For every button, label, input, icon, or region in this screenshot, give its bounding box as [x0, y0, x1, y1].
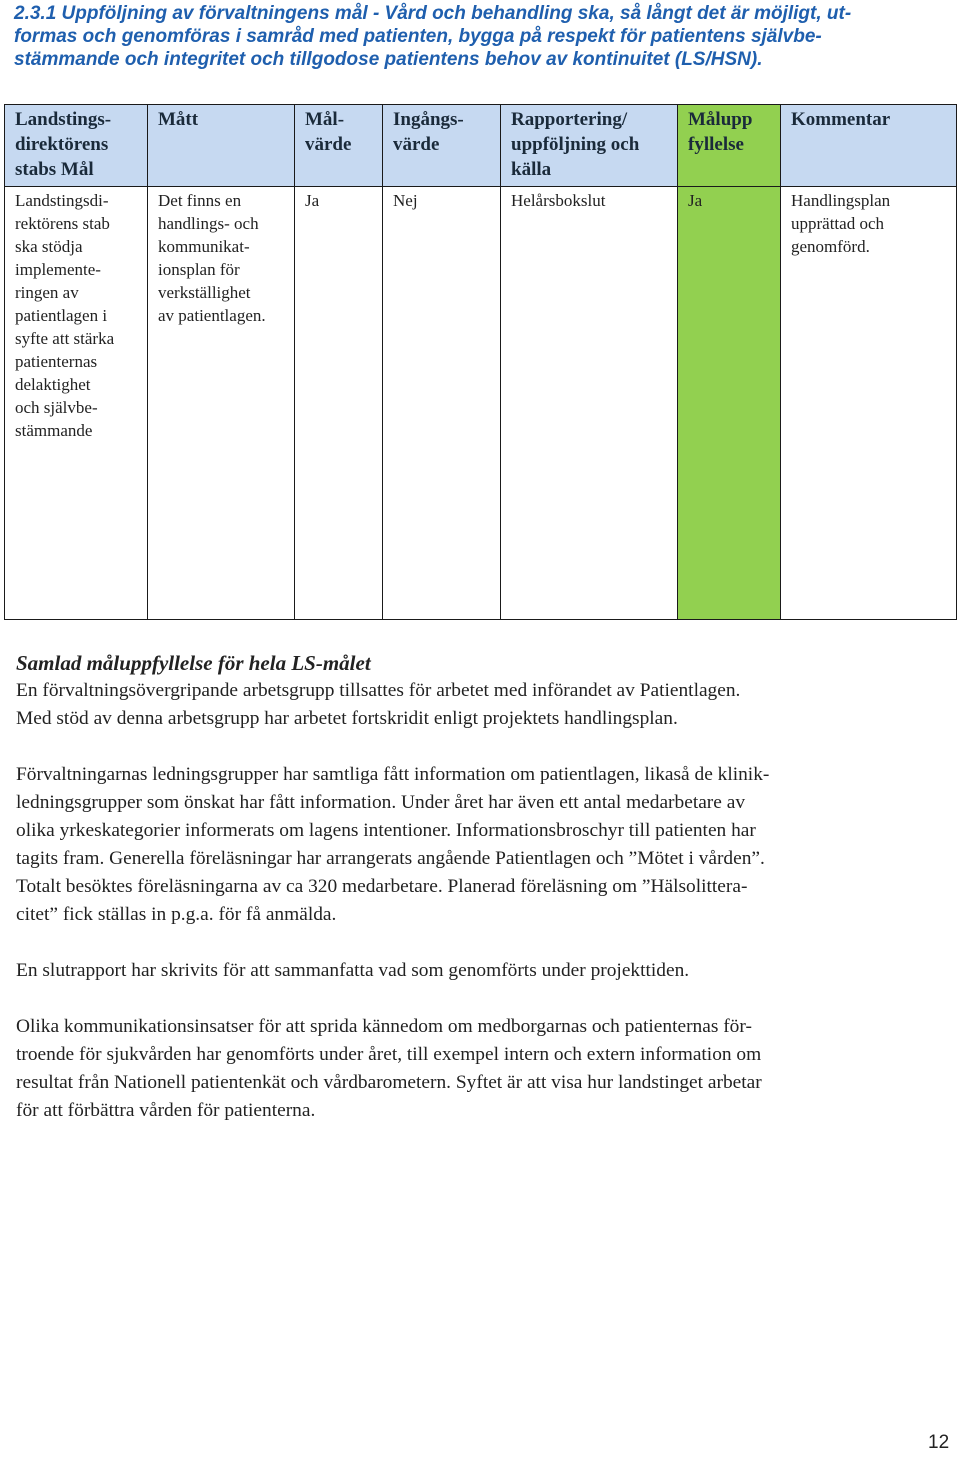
cell-line: Mått — [158, 109, 199, 130]
cell-line: och självbe- — [15, 398, 98, 417]
cell-measure — [148, 187, 295, 620]
summary-paragraph — [16, 957, 951, 985]
cell-line: Målupp — [688, 109, 753, 130]
cell-reporting — [501, 187, 678, 620]
header-cell-target-value — [295, 105, 383, 187]
cell-line: direktörens — [15, 134, 109, 155]
summary-paragraph — [16, 677, 951, 733]
paragraph-line: olika yrkeskategorier informerats om lagens intentioner. Informationsbroschyr till patienten har — [16, 820, 756, 841]
cell-line: patienternas — [15, 352, 98, 371]
cell-line: stabs Mål — [15, 159, 94, 180]
heading-line: stämmande och integritet och tillgodose patientens behov av kontinuitet (LS/HSN). — [14, 49, 763, 70]
cell-line: Handlingsplan — [791, 191, 891, 210]
cell-initial-value — [383, 187, 501, 620]
summary-paragraph — [16, 761, 951, 929]
paragraph-line: Förvaltningarnas ledningsgrupper har samtliga fått information om patientlagen, likaså de klinik- — [16, 764, 770, 785]
cell-line: värde — [393, 134, 440, 155]
header-cell-reporting — [501, 105, 678, 187]
cell-line: av patientlagen. — [158, 306, 266, 325]
paragraph-line: troende för sjukvården har genomförts under året, till exempel intern och extern information om — [16, 1044, 762, 1065]
summary-title: Samlad måluppfyllelse för hela LS-målet — [16, 651, 371, 675]
header-cell-goal — [5, 105, 148, 187]
cell-line: källa — [511, 159, 552, 180]
cell-line: Nej — [393, 191, 418, 210]
cell-fulfillment — [678, 187, 781, 620]
paragraph-line: En förvaltningsövergripande arbetsgrupp tillsattes för arbetet med införandet av Patientlagen. — [16, 680, 741, 701]
cell-line: Landstingsdi- — [15, 191, 109, 210]
cell-line: Det finns en — [158, 191, 242, 210]
table-header-row — [5, 105, 957, 187]
paragraph-line: citet” fick ställas in p.g.a. för få anmälda. — [16, 904, 337, 925]
heading-line: formas och genomföras i samråd med patienten, bygga på respekt för patientens självbe- — [14, 26, 822, 47]
cell-line: Helårsbokslut — [511, 191, 606, 210]
paragraph-line: tagits fram. Generella föreläsningar har arrangerats angående Patientlagen och ”Mötet i vården”. — [16, 848, 765, 869]
cell-line: verkställighet — [158, 283, 251, 302]
cell-line: uppföljning och — [511, 134, 640, 155]
paragraph-line: Olika kommunikationsinsatser för att sprida kännedom om medborgarnas och patienternas för- — [16, 1016, 752, 1037]
cell-line: ska stödja — [15, 237, 83, 256]
cell-goal — [5, 187, 148, 620]
cell-line: Mål- — [305, 109, 345, 130]
cell-line: Ja — [688, 191, 703, 210]
cell-line: fyllelse — [688, 134, 744, 155]
cell-line: implemente- — [15, 260, 101, 279]
table-row — [5, 187, 957, 620]
paragraph-line: En slutrapport har skrivits för att sammanfatta vad som genomförts under projekttiden. — [16, 960, 690, 981]
cell-line: delaktighet — [15, 375, 91, 394]
paragraph-line: resultat från Nationell patientenkät och vårdbarometern. Syftet är att visa hur landstinget arbetar — [16, 1072, 762, 1093]
header-cell-comment — [781, 105, 957, 187]
paragraph-line: för att förbättra vården för patienterna. — [16, 1100, 316, 1121]
cell-line: rektörens stab — [15, 214, 110, 233]
header-cell-measure — [148, 105, 295, 187]
cell-line: handlings- och — [158, 214, 259, 233]
page-number: 12 — [928, 1432, 950, 1453]
cell-line: syfte att stärka — [15, 329, 115, 348]
paragraph-line: ledningsgrupper som önskat har fått information. Under året har även ett antal medarbetare av — [16, 792, 746, 813]
cell-line: Ja — [305, 191, 320, 210]
heading-line: 2.3.1 Uppföljning av förvaltningens mål - Vård och behandling ska, så långt det är möjligt, ut- — [14, 3, 852, 24]
cell-target-value — [295, 187, 383, 620]
cell-line: ionsplan för — [158, 260, 240, 279]
section-heading — [14, 2, 944, 71]
cell-line: upprättad och — [791, 214, 884, 233]
cell-line: Landstings- — [15, 109, 112, 130]
cell-line: Rapportering/ — [511, 109, 628, 130]
cell-line: kommunikat- — [158, 237, 250, 256]
header-cell-fulfillment — [678, 105, 781, 187]
cell-line: Ingångs- — [393, 109, 464, 130]
cell-line: stämmande — [15, 421, 93, 440]
cell-line: genomförd. — [791, 237, 870, 256]
summary-paragraph — [16, 1013, 951, 1125]
paragraph-line: Totalt besöktes föreläsningarna av ca 320 medarbetare. Planerad föreläsning om ”Hälsolittera- — [16, 876, 748, 897]
cell-comment — [781, 187, 957, 620]
header-cell-initial-value — [383, 105, 501, 187]
cell-line: Kommentar — [791, 109, 891, 130]
cell-line: patientlagen i — [15, 306, 108, 325]
goal-table — [4, 104, 957, 620]
cell-line: värde — [305, 134, 352, 155]
cell-line: ringen av — [15, 283, 79, 302]
paragraph-line: Med stöd av denna arbetsgrupp har arbetet fortskridit enligt projektets handlingsplan. — [16, 708, 678, 729]
